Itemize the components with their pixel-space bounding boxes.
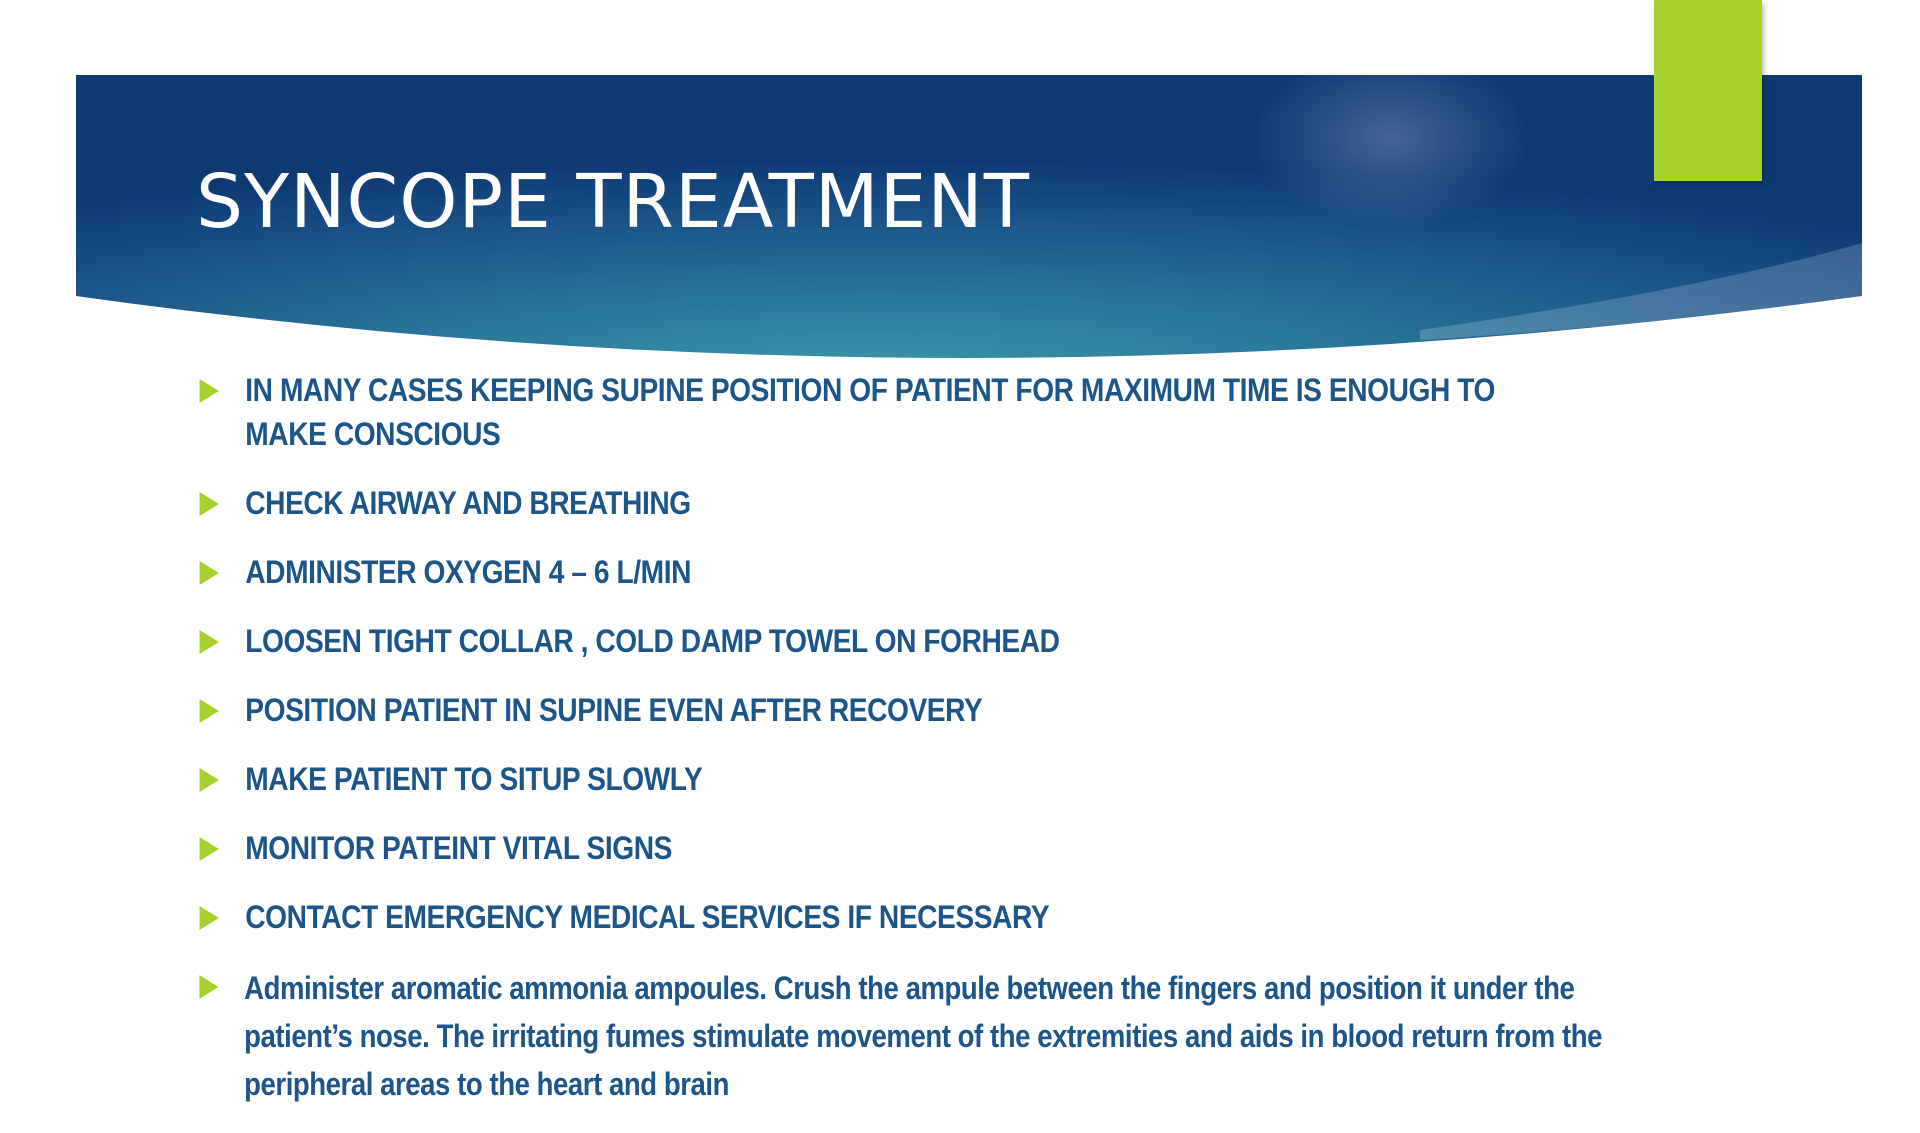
bullet-text: LOOSEN TIGHT COLLAR , COLD DAMP TOWEL ON FORHEAD [245,623,1060,659]
play-arrow-icon [200,837,219,861]
play-arrow-icon [200,561,219,585]
bullet-item [196,826,1516,870]
banner-glow [1250,48,1530,228]
bullet-item [196,688,1516,732]
bullet-item [196,481,1516,525]
bullet-text: CHECK AIRWAY AND BREATHING [245,485,691,521]
bullet-text: MAKE PATIENT TO SITUP SLOWLY [245,761,703,797]
bullet-text: IN MANY CASES KEEPING SUPINE POSITION OF PATIENT FOR MAXIMUM TIME IS ENOUGH TO MAKE CONSCIOUS [245,372,1495,452]
play-arrow-icon [200,699,219,723]
play-arrow-icon [200,906,219,930]
bullet-text: CONTACT EMERGENCY MEDICAL SERVICES IF NECESSARY [245,899,1050,935]
bullet-text: POSITION PATIENT IN SUPINE EVEN AFTER RECOVERY [245,692,983,728]
play-arrow-icon [199,975,218,999]
bullet-item [196,550,1516,594]
bullet-text: ADMINISTER OXYGEN 4 – 6 L/MIN [245,554,691,590]
bullet-item [196,619,1516,663]
play-arrow-icon [200,379,219,403]
bullet-item [196,964,1689,1108]
bullet-text: Administer aromatic ammonia ampoules. Crush the ampule between the fingers and position it under the patient’s nose. The irritating fumes stimulate movement of the extremities and aids in blood return from the peripheral areas to the heart and brain [244,970,1602,1102]
play-arrow-icon [200,492,219,516]
play-arrow-icon [200,768,219,792]
bullet-item [196,368,1516,456]
bullet-list [196,368,1696,1133]
bullet-item [196,895,1516,939]
bullet-item [196,757,1516,801]
slide-title: SYNCOPE TREATMENT [196,159,1030,245]
bullet-text: MONITOR PATEINT VITAL SIGNS [245,830,672,866]
play-arrow-icon [200,630,219,654]
accent-tab [1654,0,1762,181]
